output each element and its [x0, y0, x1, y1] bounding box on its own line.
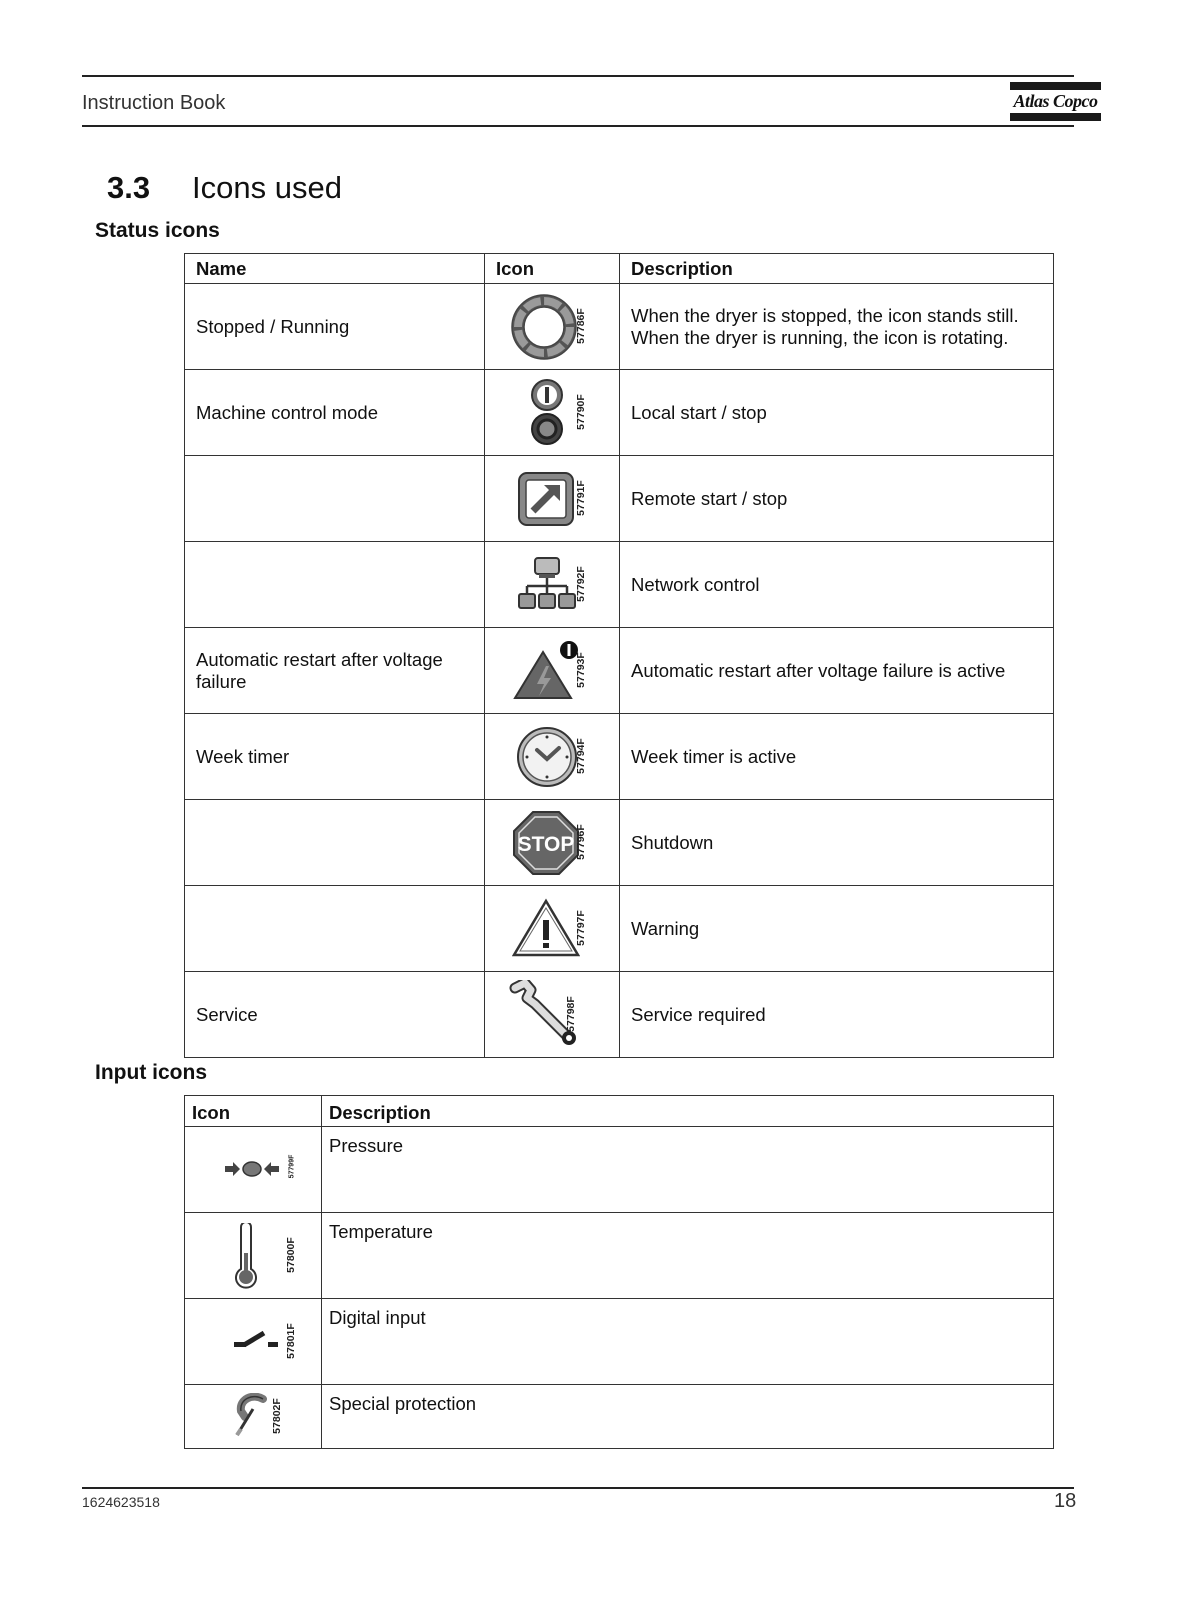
icon-cell	[485, 886, 620, 972]
column-header-icon: Icon	[185, 1096, 322, 1127]
row-name	[185, 456, 485, 542]
row-name: Automatic restart after voltage failure	[185, 628, 485, 714]
footer-page-number: 18	[1054, 1490, 1077, 1512]
atlas-copco-logo	[1010, 80, 1101, 125]
row-name: Service	[185, 972, 485, 1058]
section-title: Icons used	[192, 170, 342, 205]
local-start-stop-icon	[529, 378, 565, 448]
row-description: Pressure	[322, 1127, 1054, 1213]
table-row	[185, 1127, 1054, 1213]
row-description: Automatic restart after voltage failure is active	[620, 628, 1054, 714]
table-row	[185, 972, 1054, 1058]
icon-cell	[485, 800, 620, 886]
header-title: Instruction Book	[82, 92, 226, 114]
icon-code: 57786F	[574, 308, 587, 344]
row-description: Service required	[620, 972, 1054, 1058]
icon-cell	[485, 628, 620, 714]
stopped-running-icon	[511, 294, 577, 360]
icon-cell	[185, 1127, 322, 1213]
icon-cell	[185, 1299, 322, 1385]
row-name: Machine control mode	[185, 370, 485, 456]
table-row	[185, 284, 1054, 370]
table-row	[185, 370, 1054, 456]
warning-icon	[512, 898, 580, 958]
stop-sign-text: STOP	[517, 833, 575, 856]
row-name	[185, 800, 485, 886]
icon-cell	[485, 714, 620, 800]
table-row	[185, 456, 1054, 542]
row-description: Week timer is active	[620, 714, 1054, 800]
row-description: Warning	[620, 886, 1054, 972]
table-row	[185, 800, 1054, 886]
status-icons-table	[184, 253, 1054, 1058]
row-name: Week timer	[185, 714, 485, 800]
row-name	[185, 886, 485, 972]
remote-start-stop-icon	[516, 470, 576, 528]
input-icons-heading: Input icons	[95, 1061, 207, 1084]
table-row	[185, 714, 1054, 800]
row-description: Digital input	[322, 1299, 1054, 1385]
table-row	[185, 886, 1054, 972]
network-control-icon	[517, 556, 577, 612]
icon-code: 57792F	[574, 566, 587, 602]
row-description: Remote start / stop	[620, 456, 1054, 542]
icon-code: 57790F	[574, 394, 587, 430]
table-row	[185, 1385, 1054, 1449]
column-header-description: Description	[322, 1096, 1054, 1127]
row-description: Temperature	[322, 1213, 1054, 1299]
shutdown-stop-icon	[512, 810, 580, 876]
week-timer-icon	[515, 726, 579, 788]
digital-input-switch-icon	[234, 1329, 280, 1353]
column-header-description: Description	[620, 254, 1054, 284]
logo-text: Atlas Copco	[1013, 91, 1098, 111]
column-header-name: Name	[185, 254, 485, 284]
icon-code: 57797F	[574, 910, 587, 946]
icon-code: 57802F	[270, 1398, 283, 1434]
special-protection-icon	[233, 1393, 269, 1439]
icon-code: 57791F	[574, 480, 587, 516]
pressure-icon	[225, 1159, 283, 1179]
status-icons-heading: Status icons	[95, 219, 220, 242]
footer-doc-number: 1624623518	[82, 1494, 160, 1510]
icon-code: 57798F	[564, 996, 577, 1032]
row-description: Special protection	[322, 1385, 1054, 1449]
row-description: Local start / stop	[620, 370, 1054, 456]
row-description: Shutdown	[620, 800, 1054, 886]
icon-cell	[185, 1385, 322, 1449]
input-icons-table	[184, 1095, 1054, 1449]
row-name	[185, 542, 485, 628]
table-header-row	[185, 254, 1054, 284]
icon-cell	[185, 1213, 322, 1299]
icon-cell	[485, 370, 620, 456]
table-header-row	[185, 1096, 1054, 1127]
row-description: When the dryer is stopped, the icon stands still. When the dryer is running, the icon is rotating.	[620, 284, 1054, 370]
row-description: Network control	[620, 542, 1054, 628]
table-row	[185, 1299, 1054, 1385]
thermometer-icon	[232, 1223, 260, 1289]
icon-code: 57793F	[574, 652, 587, 688]
section-number: 3.3	[107, 170, 151, 205]
column-header-icon: Icon	[485, 254, 620, 284]
table-row	[185, 628, 1054, 714]
icon-cell	[485, 284, 620, 370]
icon-code: 57800F	[284, 1237, 297, 1273]
icon-code: 57796F	[574, 824, 587, 860]
icon-cell	[485, 542, 620, 628]
row-name: Stopped / Running	[185, 284, 485, 370]
icon-code: 57799F	[288, 1154, 296, 1179]
icon-code: 57801F	[284, 1323, 297, 1359]
icon-cell	[485, 456, 620, 542]
auto-restart-icon	[513, 640, 581, 700]
icon-code: 57794F	[574, 738, 587, 774]
icon-cell	[485, 972, 620, 1058]
table-row	[185, 1213, 1054, 1299]
table-row	[185, 542, 1054, 628]
